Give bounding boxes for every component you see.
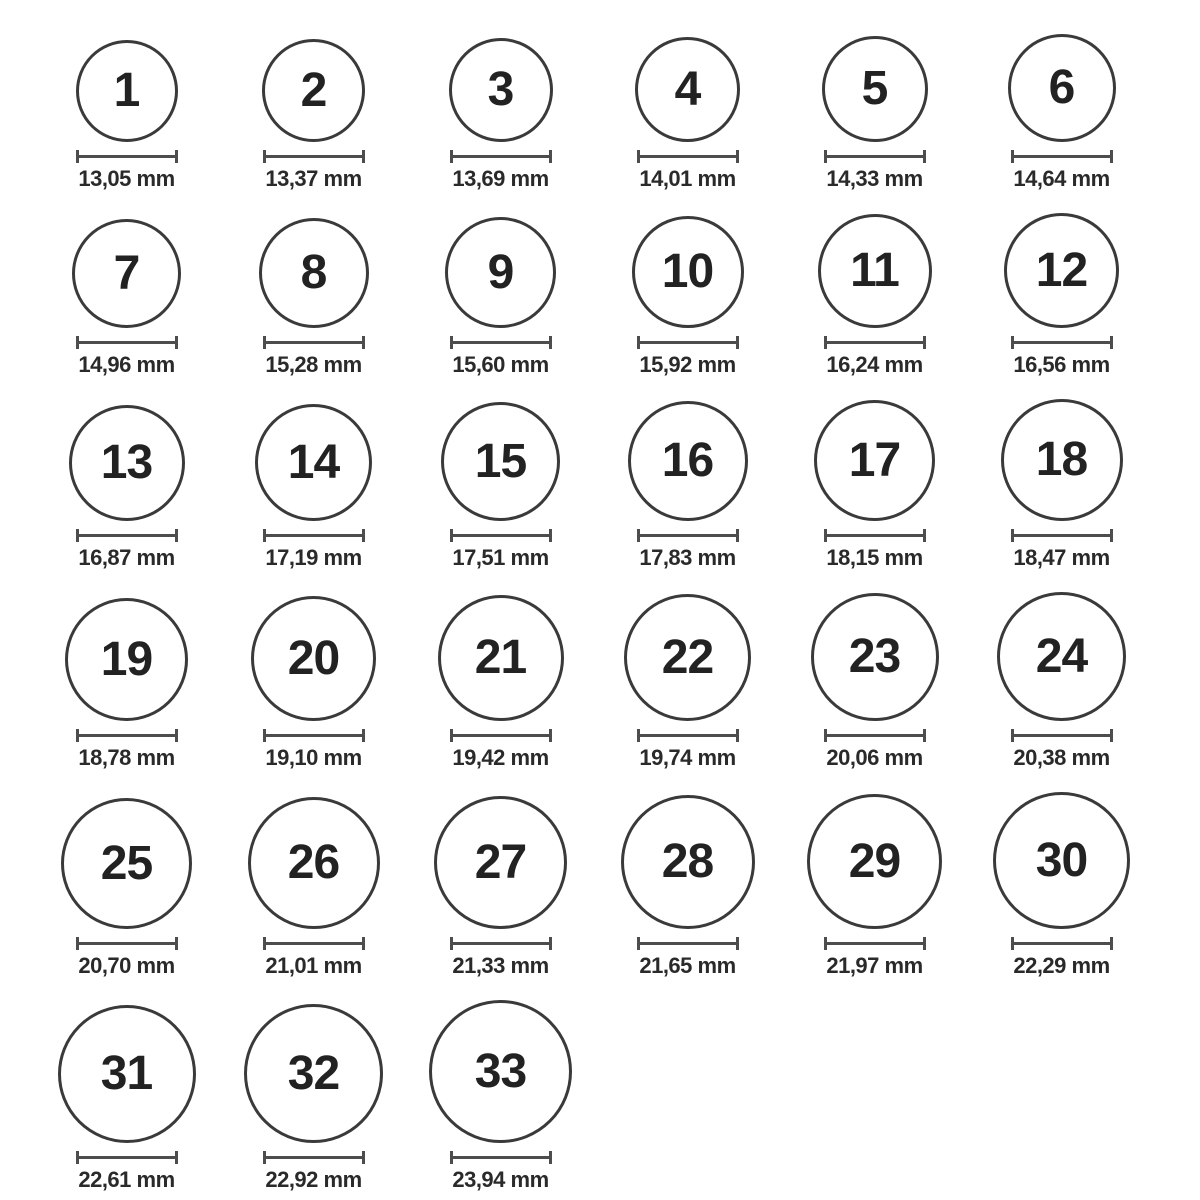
diameter-measure-line [76, 729, 178, 742]
measure-bar [824, 155, 926, 158]
size-number: 19 [100, 632, 153, 686]
size-number: 2 [300, 63, 327, 117]
diameter-measure-line [263, 529, 365, 542]
diameter-label: 22,92 mm [265, 1167, 362, 1192]
measure-bar [1011, 734, 1113, 737]
measure-tick-right [362, 150, 365, 163]
size-number: 30 [1035, 833, 1088, 887]
measure-bar [263, 1156, 365, 1159]
size-circle [61, 798, 192, 929]
size-number: 22 [661, 630, 714, 684]
size-number: 15 [474, 434, 527, 488]
size-cell [814, 400, 935, 570]
diameter-measure-line [76, 937, 178, 950]
diameter-label: 16,56 mm [1013, 352, 1110, 377]
size-number: 31 [100, 1047, 153, 1100]
diameter-measure-line [1011, 336, 1113, 349]
size-circle [814, 400, 935, 521]
measure-tick-right [1110, 729, 1113, 742]
diameter-measure-line [263, 729, 365, 742]
diameter-measure-line [450, 150, 552, 163]
size-number: 4 [674, 62, 701, 116]
size-cell [251, 596, 376, 770]
measure-tick-right [549, 150, 552, 163]
size-circle [628, 401, 748, 521]
size-cell [262, 39, 365, 191]
size-circle [72, 219, 181, 328]
size-number: 14 [287, 435, 340, 489]
size-circle [429, 1000, 572, 1143]
size-number: 24 [1035, 629, 1088, 683]
size-circle [76, 40, 178, 142]
diameter-label: 20,70 mm [78, 953, 175, 978]
measure-tick-right [923, 336, 926, 349]
size-number: 23 [848, 630, 901, 683]
diameter-label: 21,65 mm [639, 953, 736, 978]
size-cell [621, 795, 755, 978]
diameter-measure-line [1011, 937, 1113, 950]
size-circle [69, 405, 185, 521]
measure-tick-right [736, 937, 739, 950]
size-cell [1004, 213, 1119, 377]
size-row [33, 792, 1200, 978]
measure-tick-right [175, 529, 178, 542]
size-number: 29 [848, 834, 901, 888]
measure-bar [76, 942, 178, 945]
diameter-label: 19,74 mm [639, 745, 736, 770]
size-cell [259, 218, 369, 377]
size-circle [1001, 399, 1123, 521]
size-row [33, 34, 1200, 191]
size-cell [244, 1004, 383, 1192]
diameter-label: 14,01 mm [639, 166, 736, 191]
size-cell [248, 797, 380, 978]
measure-bar [1011, 942, 1113, 945]
size-cell [429, 1000, 572, 1192]
diameter-measure-line [450, 729, 552, 742]
size-circle [1004, 213, 1119, 328]
size-cell [993, 792, 1130, 978]
size-cell [65, 598, 188, 770]
size-circle [811, 593, 939, 721]
diameter-measure-line [1011, 529, 1113, 542]
size-circle [255, 404, 372, 521]
diameter-measure-line [824, 529, 926, 542]
size-cell [807, 794, 942, 978]
size-number: 13 [100, 436, 153, 489]
measure-bar [76, 534, 178, 537]
measure-bar [450, 341, 552, 344]
diameter-label: 17,83 mm [639, 545, 736, 570]
size-cell [818, 214, 932, 377]
diameter-label: 19,10 mm [265, 745, 362, 770]
measure-tick-right [1110, 529, 1113, 542]
diameter-label: 14,64 mm [1013, 166, 1110, 191]
diameter-measure-line [1011, 729, 1113, 742]
diameter-label: 22,29 mm [1013, 953, 1110, 978]
measure-bar [637, 534, 739, 537]
size-cell [628, 401, 748, 570]
diameter-measure-line [263, 336, 365, 349]
size-number: 17 [848, 433, 901, 487]
diameter-measure-line [450, 336, 552, 349]
measure-tick-right [736, 150, 739, 163]
size-circle [244, 1004, 383, 1143]
size-cell [635, 37, 740, 191]
diameter-measure-line [637, 529, 739, 542]
measure-bar [1011, 534, 1113, 537]
size-cell [997, 592, 1126, 770]
size-circle [259, 218, 369, 328]
size-circle [445, 217, 556, 328]
measure-tick-right [1110, 150, 1113, 163]
size-cell [58, 1005, 196, 1192]
size-circle [248, 797, 380, 929]
measure-bar [824, 942, 926, 945]
diameter-label: 18,47 mm [1013, 545, 1110, 570]
measure-bar [263, 155, 365, 158]
measure-tick-right [175, 336, 178, 349]
measure-tick-right [549, 529, 552, 542]
size-cell [69, 405, 185, 570]
size-row [33, 1000, 1200, 1192]
size-circle [438, 595, 564, 721]
measure-bar [450, 734, 552, 737]
size-number: 9 [487, 245, 514, 299]
diameter-measure-line [637, 937, 739, 950]
diameter-measure-line [637, 336, 739, 349]
size-circle [262, 39, 365, 142]
measure-tick-right [362, 1151, 365, 1164]
diameter-label: 22,61 mm [78, 1167, 175, 1192]
measure-tick-right [549, 729, 552, 742]
size-cell [76, 40, 178, 191]
measure-bar [637, 942, 739, 945]
measure-bar [450, 1156, 552, 1159]
measure-bar [637, 734, 739, 737]
measure-tick-right [736, 529, 739, 542]
diameter-label: 23,94 mm [452, 1167, 549, 1192]
measure-bar [450, 155, 552, 158]
size-number: 6 [1048, 61, 1075, 114]
diameter-label: 16,24 mm [826, 352, 923, 377]
measure-tick-right [362, 529, 365, 542]
measure-tick-right [736, 729, 739, 742]
diameter-label: 13,37 mm [265, 166, 362, 191]
size-number: 11 [850, 244, 899, 297]
measure-tick-right [362, 729, 365, 742]
measure-bar [263, 534, 365, 537]
measure-bar [76, 1156, 178, 1159]
measure-tick-right [736, 336, 739, 349]
measure-bar [76, 155, 178, 158]
size-circle [807, 794, 942, 929]
measure-tick-right [175, 729, 178, 742]
diameter-label: 15,92 mm [639, 352, 736, 377]
size-number: 7 [113, 246, 140, 300]
measure-tick-right [549, 336, 552, 349]
diameter-label: 20,06 mm [826, 745, 923, 770]
measure-bar [76, 734, 178, 737]
diameter-label: 16,87 mm [78, 545, 175, 570]
measure-tick-right [549, 1151, 552, 1164]
diameter-measure-line [1011, 150, 1113, 163]
diameter-label: 15,60 mm [452, 352, 549, 377]
size-row [33, 592, 1200, 770]
size-circle [441, 402, 560, 521]
measure-tick-right [549, 937, 552, 950]
size-cell [438, 595, 564, 770]
size-number: 10 [661, 245, 714, 298]
size-cell [449, 38, 553, 191]
size-circle [58, 1005, 196, 1143]
diameter-measure-line [76, 1151, 178, 1164]
diameter-label: 14,33 mm [826, 166, 923, 191]
measure-bar [1011, 155, 1113, 158]
diameter-label: 13,69 mm [452, 166, 549, 191]
diameter-label: 17,19 mm [265, 545, 362, 570]
size-circle [632, 216, 744, 328]
size-cell [61, 798, 192, 978]
size-number: 20 [287, 631, 340, 685]
measure-tick-right [175, 937, 178, 950]
size-number: 16 [661, 434, 714, 487]
measure-bar [637, 341, 739, 344]
size-cell [441, 402, 560, 570]
diameter-label: 19,42 mm [452, 745, 549, 770]
size-cell [255, 404, 372, 570]
measure-bar [824, 734, 926, 737]
diameter-measure-line [263, 937, 365, 950]
size-cell [72, 219, 181, 377]
measure-bar [450, 534, 552, 537]
size-circle [993, 792, 1130, 929]
measure-tick-right [175, 150, 178, 163]
diameter-label: 17,51 mm [452, 545, 549, 570]
size-number: 26 [287, 836, 340, 889]
measure-tick-right [362, 336, 365, 349]
size-number: 5 [861, 62, 888, 115]
diameter-label: 21,97 mm [826, 953, 923, 978]
measure-tick-right [1110, 937, 1113, 950]
diameter-label: 21,01 mm [265, 953, 362, 978]
measure-tick-right [923, 729, 926, 742]
size-number: 28 [661, 835, 714, 888]
size-circle [635, 37, 740, 142]
diameter-label: 18,15 mm [826, 545, 923, 570]
size-number: 8 [300, 246, 327, 299]
diameter-measure-line [76, 529, 178, 542]
size-cell [632, 216, 744, 377]
diameter-label: 21,33 mm [452, 953, 549, 978]
diameter-label: 18,78 mm [78, 745, 175, 770]
measure-bar [263, 942, 365, 945]
measure-tick-right [923, 150, 926, 163]
size-circle [65, 598, 188, 721]
size-number: 12 [1035, 243, 1088, 297]
size-cell [822, 36, 928, 191]
size-circle [434, 796, 567, 929]
diameter-measure-line [263, 150, 365, 163]
size-circle [1008, 34, 1116, 142]
size-circle [449, 38, 553, 142]
diameter-measure-line [824, 150, 926, 163]
measure-tick-right [362, 937, 365, 950]
diameter-measure-line [637, 729, 739, 742]
measure-bar [824, 534, 926, 537]
measure-bar [824, 341, 926, 344]
diameter-measure-line [824, 937, 926, 950]
size-cell [624, 594, 751, 770]
diameter-label: 15,28 mm [265, 352, 362, 377]
size-number: 25 [100, 836, 153, 890]
measure-bar [76, 341, 178, 344]
diameter-measure-line [450, 937, 552, 950]
measure-tick-right [175, 1151, 178, 1164]
size-row [33, 213, 1200, 377]
size-circle [621, 795, 755, 929]
measure-bar [637, 155, 739, 158]
diameter-measure-line [450, 529, 552, 542]
size-number: 18 [1035, 433, 1088, 486]
diameter-measure-line [637, 150, 739, 163]
size-circle [624, 594, 751, 721]
size-number: 32 [287, 1046, 340, 1100]
measure-tick-right [923, 529, 926, 542]
size-circle [997, 592, 1126, 721]
size-cell [434, 796, 567, 978]
size-circle [822, 36, 928, 142]
size-row [33, 399, 1200, 570]
size-circle [818, 214, 932, 328]
diameter-label: 13,05 mm [78, 166, 175, 191]
size-number: 21 [474, 631, 527, 684]
measure-tick-right [1110, 336, 1113, 349]
measure-bar [1011, 341, 1113, 344]
size-number: 27 [474, 835, 527, 889]
diameter-measure-line [824, 336, 926, 349]
size-number: 1 [113, 64, 140, 117]
diameter-measure-line [76, 336, 178, 349]
measure-bar [263, 734, 365, 737]
size-cell [1001, 399, 1123, 570]
diameter-label: 20,38 mm [1013, 745, 1110, 770]
size-cell [811, 593, 939, 770]
size-cell [1008, 34, 1116, 191]
size-number: 33 [474, 1044, 527, 1098]
size-cell [445, 217, 556, 377]
size-circle [251, 596, 376, 721]
diameter-measure-line [76, 150, 178, 163]
measure-bar [263, 341, 365, 344]
diameter-measure-line [824, 729, 926, 742]
diameter-measure-line [263, 1151, 365, 1164]
measure-bar [450, 942, 552, 945]
size-number: 3 [487, 63, 514, 116]
measure-tick-right [923, 937, 926, 950]
diameter-label: 14,96 mm [78, 352, 175, 377]
diameter-measure-line [450, 1151, 552, 1164]
